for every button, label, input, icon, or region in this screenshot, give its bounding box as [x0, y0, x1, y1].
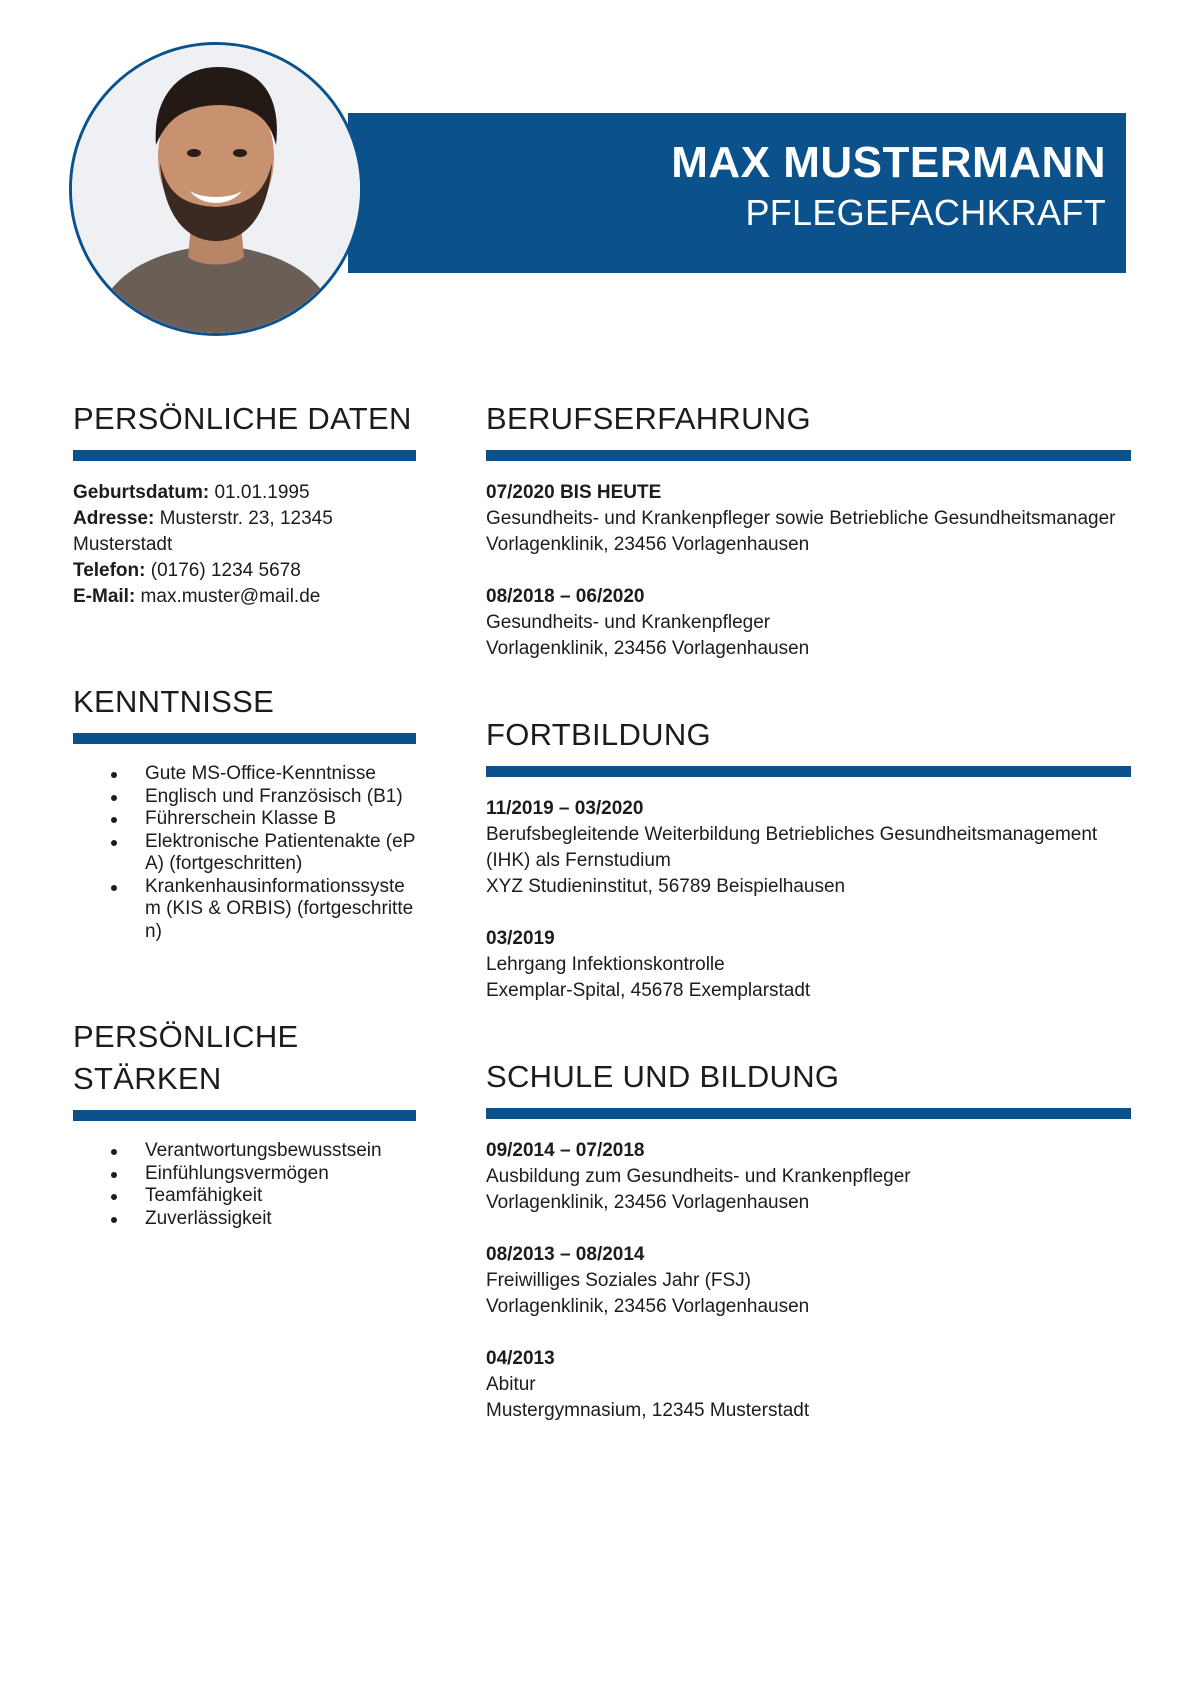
left-column: [73, 398, 416, 1230]
entry-date: 08/2018 – 06/2020: [486, 586, 645, 607]
education-entry: [486, 1242, 1131, 1320]
header-text: [671, 135, 1106, 235]
list-item: Englisch und Französisch (B1): [73, 786, 416, 809]
list-item: Teamfähigkeit: [73, 1185, 416, 1208]
strengths-list: [73, 1140, 416, 1230]
birth-date-label: Geburtsdatum:: [73, 482, 210, 503]
entry-location: Exemplar-Spital, 45678 Exemplarstadt: [486, 980, 811, 1001]
entry-date: 09/2014 – 07/2018: [486, 1140, 645, 1161]
experience-entry: [486, 584, 1131, 662]
entry-date: 03/2019: [486, 928, 555, 949]
section-divider: [486, 766, 1131, 777]
entry-date: 07/2020 BIS HEUTE: [486, 482, 662, 503]
candidate-name: MAX MUSTERMANN: [671, 138, 1106, 187]
entry-location: XYZ Studieninstitut, 56789 Beispielhausen: [486, 876, 846, 897]
list-item: Führerschein Klasse B: [73, 808, 416, 831]
email-label: E-Mail:: [73, 586, 136, 607]
section-divider: [73, 450, 416, 461]
entry-title: Freiwilliges Soziales Jahr (FSJ): [486, 1270, 752, 1291]
list-item: Gute MS-Office-Kenntnisse: [73, 763, 416, 786]
email-line: [73, 584, 416, 610]
training-entry: [486, 926, 1131, 1004]
education-entry: [486, 1346, 1131, 1424]
training-entry: [486, 796, 1131, 900]
experience-section: [486, 398, 1131, 662]
section-title: KENNTNISSE: [73, 684, 275, 719]
entry-title: Berufsbegleitende Weiterbildung Betriebliches Gesundheitsmanagement (IHK) als Fernstudium: [486, 824, 1098, 871]
profile-photo: [69, 42, 363, 336]
section-title: SCHULE UND BILDUNG: [486, 1059, 840, 1094]
address-line: [73, 506, 416, 558]
list-item: Krankenhausinformationssystem (KIS & ORBIS) (fortgeschritten): [73, 876, 416, 944]
training-section: [486, 714, 1131, 1004]
header-banner: [348, 113, 1126, 273]
section-title: PERSÖNLICHE DATEN: [73, 401, 412, 436]
section-divider: [73, 1110, 416, 1121]
candidate-role: PFLEGEFACHKRAFT: [745, 192, 1106, 233]
personal-data-section: [73, 398, 416, 610]
entry-location: Vorlagenklinik, 23456 Vorlagenhausen: [486, 534, 810, 555]
birth-date-line: [73, 480, 416, 506]
entry-title: Abitur: [486, 1374, 536, 1395]
section-divider: [73, 733, 416, 744]
experience-entry: [486, 480, 1131, 558]
portrait-image: [72, 45, 360, 333]
section-divider: [486, 1108, 1131, 1119]
address-value: Musterstr. 23, 12345 Musterstadt: [73, 508, 333, 555]
entry-date: 08/2013 – 08/2014: [486, 1244, 645, 1265]
list-item: Zuverlässigkeit: [73, 1208, 416, 1231]
entry-location: Mustergymnasium, 12345 Musterstadt: [486, 1400, 810, 1421]
skills-list: [73, 763, 416, 943]
list-item: Verantwortungsbewusstsein: [73, 1140, 416, 1163]
personal-data-block: [73, 480, 416, 610]
entry-title: Ausbildung zum Gesundheits- und Krankenpfleger: [486, 1166, 911, 1187]
section-divider: [486, 450, 1131, 461]
education-entry: [486, 1138, 1131, 1216]
address-label: Adresse:: [73, 508, 155, 529]
entry-date: 11/2019 – 03/2020: [486, 798, 644, 819]
entry-title: Lehrgang Infektionskontrolle: [486, 954, 725, 975]
phone-label: Telefon:: [73, 560, 146, 581]
section-title: BERUFSERFAHRUNG: [486, 401, 811, 436]
section-title: PERSÖNLICHE STÄRKEN: [73, 1019, 299, 1096]
list-item: Einfühlungsvermögen: [73, 1163, 416, 1186]
entry-date: 04/2013: [486, 1348, 555, 1369]
section-title: FORTBILDUNG: [486, 717, 711, 752]
phone-line: [73, 558, 416, 584]
entry-title: Gesundheits- und Krankenpfleger: [486, 612, 771, 633]
entry-location: Vorlagenklinik, 23456 Vorlagenhausen: [486, 638, 810, 659]
email-value: max.muster@mail.de: [135, 586, 321, 607]
strengths-section: [73, 1016, 416, 1230]
entry-location: Vorlagenklinik, 23456 Vorlagenhausen: [486, 1296, 810, 1317]
birth-date-value: 01.01.1995: [209, 482, 310, 503]
skills-section: [73, 681, 416, 943]
right-column: [486, 398, 1131, 1450]
entry-title: Gesundheits- und Krankenpfleger sowie Betriebliche Gesundheitsmanager: [486, 508, 1116, 529]
list-item: Elektronische Patientenakte (ePA) (fortgeschritten): [73, 831, 416, 876]
entry-location: Vorlagenklinik, 23456 Vorlagenhausen: [486, 1192, 810, 1213]
phone-value: (0176) 1234 5678: [145, 560, 301, 581]
education-section: [486, 1056, 1131, 1424]
